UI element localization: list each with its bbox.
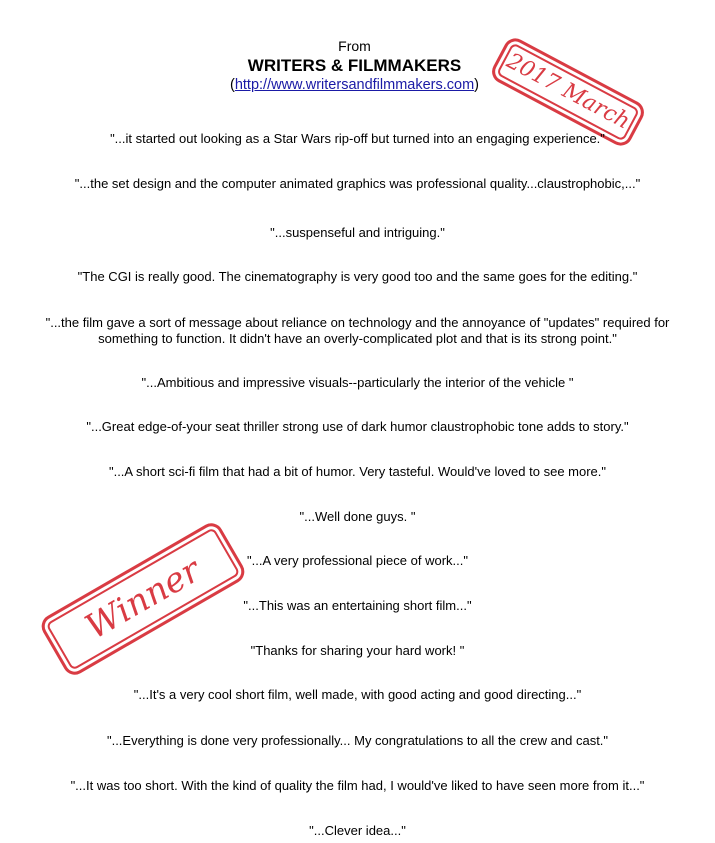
- date-stamp: 2017 March: [488, 34, 648, 150]
- quote: "...A short sci-fi film that had a bit of humor. Very tasteful. Would've loved to see more.": [108, 464, 607, 479]
- site-url-link[interactable]: http://www.writersandfilmmakers.com: [234, 77, 475, 93]
- quote: "...Everything is done very professionally... My congratulations to all the crew and cast.": [106, 733, 609, 748]
- quote: "...Well done guys. ": [299, 509, 416, 524]
- quote: "...the film gave a sort of message about reliance on technology and the annoyance of "updates" required for something to function. It didn't have an overly-complicated plot and that is its strong point.": [45, 315, 670, 346]
- quote: "...A very professional piece of work...": [247, 553, 468, 568]
- quote: "...the set design and the computer animated graphics was professional quality...claustrophobic,...": [74, 176, 641, 191]
- site-name-heading: WRITERS & FILMMAKERS: [247, 56, 462, 75]
- quote: "...This was an entertaining short film...": [243, 598, 472, 613]
- quote: "The CGI is really good. The cinematography is very good too and the same goes for the editing.": [77, 269, 638, 284]
- quote: "...Ambitious and impressive visuals--particularly the interior of the vehicle ": [141, 375, 574, 390]
- url-open-paren: (: [230, 77, 235, 93]
- quote: "...it started out looking as a Star Wars rip-off but turned into an engaging experience.": [110, 131, 605, 146]
- quote: "...It was too short. With the kind of quality the film had, I would've liked to have seen more from it...": [70, 778, 645, 793]
- url-close-paren: ): [474, 77, 479, 93]
- quote: "Thanks for sharing your hard work! ": [250, 643, 465, 658]
- quote: "...suspenseful and intriguing.": [270, 225, 445, 240]
- quote: "...It's a very cool short film, well made, with good acting and good directing...": [133, 687, 582, 702]
- winner-stamp: Winner: [37, 519, 248, 679]
- from-label: From: [338, 38, 371, 54]
- quote: "...Clever idea...": [309, 823, 406, 838]
- quote: "...Great edge-of-your seat thriller strong use of dark humor claustrophobic tone adds to story.": [86, 419, 629, 434]
